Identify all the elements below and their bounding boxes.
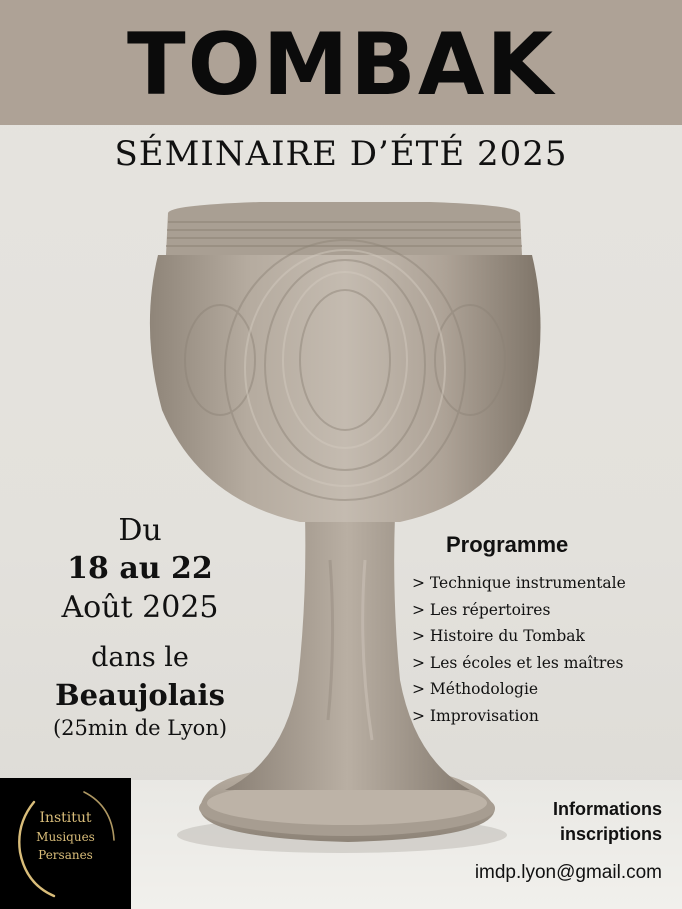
poster-subtitle: SÉMINAIRE D’ÉTÉ 2025 xyxy=(114,134,568,174)
logo-line-1: Institut xyxy=(39,810,92,826)
event-dates xyxy=(0,512,280,742)
contact-heading-line-1: Informations xyxy=(552,799,662,819)
contact-heading-line-2: inscriptions xyxy=(559,824,662,844)
contact-email[interactable]: imdp.lyon@gmail.com xyxy=(474,862,662,883)
programme-section xyxy=(400,532,680,730)
programme-title: Programme xyxy=(446,532,569,557)
logo-text xyxy=(0,808,131,864)
programme-item: > Méthodologie xyxy=(412,680,539,699)
institute-logo xyxy=(0,778,131,909)
programme-item: > Improvisation xyxy=(412,706,539,725)
programme-item: > Technique instrumentale xyxy=(412,574,626,592)
dates-line-days: 18 au 22 xyxy=(67,551,213,586)
dates-line-du: Du xyxy=(118,513,162,548)
programme-list xyxy=(412,570,680,730)
poster-title: TOMBAK xyxy=(126,15,556,115)
programme-item: > Les écoles et les maîtres xyxy=(412,653,624,672)
contact-heading xyxy=(470,797,662,847)
location-line-region: Beaujolais xyxy=(55,678,225,712)
programme-item: > Histoire du Tombak xyxy=(412,627,585,646)
location-line-prefix: dans le xyxy=(91,642,189,673)
programme-item: > Les répertoires xyxy=(412,600,551,619)
location-line-distance: (25min de Lyon) xyxy=(52,716,228,740)
dates-line-month: Août 2025 xyxy=(61,590,219,625)
logo-line-2: Musiques xyxy=(36,830,95,844)
logo-line-3: Persanes xyxy=(38,848,93,862)
